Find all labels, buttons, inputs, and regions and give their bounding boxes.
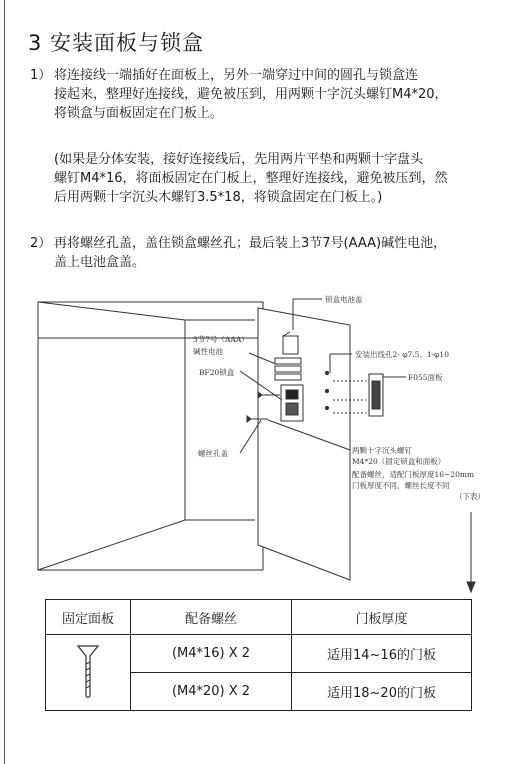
lock-box-battery-slot — [286, 390, 298, 399]
door-thickness-2: 适用18~20的门板 — [292, 673, 472, 711]
screw-spec-2: (M4*20) X 2 — [131, 673, 292, 711]
step-1-line-2: 接起来，整理好连接线，避免被压到，用两颗十字沉头螺钉M4*20， — [54, 87, 448, 102]
step-2-line-2: 盖上电池盒盖。 — [54, 255, 146, 270]
screw-icon — [76, 642, 100, 700]
label-screws-3: 配备螺丝，适配门板厚度16~20mm — [352, 470, 475, 479]
note-line-2: 螺钉M4*16，将面板固定在门板上，整理好连接线，避免被压到，然 — [54, 171, 448, 186]
screw-image-cell — [46, 635, 131, 711]
battery-cover-part — [283, 336, 298, 354]
lock-box-keypad — [286, 403, 298, 415]
arrow-to-table-head — [467, 582, 475, 592]
header-door-thickness: 门板厚度 — [292, 600, 472, 635]
label-battery-cover: 锁盒电池盖 — [325, 295, 363, 304]
step-1-line-3: 将锁盒与面板固定在门板上。 — [54, 106, 224, 121]
note-line-1: (如果是分体安装，接好连接线后，先用两片平垫和两颗十字盘头 — [54, 152, 424, 167]
label-screw-cover: 螺丝孔盖 — [198, 449, 228, 458]
table-header-row — [46, 600, 472, 635]
cabinet-inner-floor-edge — [38, 520, 185, 570]
step-2-number: 2） — [30, 236, 52, 251]
open-door — [258, 308, 350, 580]
screw-table — [45, 599, 472, 711]
label-screws-2: M4*20（固定锁盒和面板） — [352, 457, 446, 466]
door-thickness-1: 适用14~16的门板 — [292, 635, 472, 673]
label-screws-5: （下表） — [455, 492, 485, 501]
battery-2 — [275, 366, 301, 372]
label-battery-2: 碱性电池 — [193, 347, 223, 356]
step-1-line-1: 将连接线一端插好在面板上，另外一端穿过中间的圆孔与锁盒连 — [54, 68, 419, 83]
step-2-line-1: 再将螺丝孔盖，盖住锁盒螺丝孔；最后装上3节7号(AAA)碱性电池， — [54, 236, 447, 251]
header-fixed-panel: 固定面板 — [46, 600, 131, 635]
screw-spec-1: (M4*16) X 2 — [131, 635, 292, 673]
label-battery-1: 3节7号（AAA） — [193, 335, 249, 344]
wire-hole-1 — [325, 371, 328, 374]
label-lock-box: BF20锁盒 — [199, 368, 235, 377]
wire-hole-3 — [325, 406, 328, 409]
label-screws-1: 两颗十字沉头螺钉 — [352, 446, 412, 455]
step-1-number: 1） — [30, 68, 52, 83]
step-2 — [30, 234, 446, 272]
installation-diagram — [0, 280, 518, 610]
label-panel: F055面板 — [408, 373, 443, 382]
screw-head-2 — [247, 416, 251, 422]
section-title: 3 安装面板与锁盒 — [28, 31, 205, 55]
battery-1 — [275, 358, 301, 364]
panel-keypad — [372, 381, 380, 409]
label-wire-hole: 安装出线孔2- φ7.5、1-φ10 — [355, 350, 449, 359]
battery-3 — [275, 374, 301, 380]
note-line-3: 后用两颗十字沉头木螺钉3.5*18，将锁盒固定在门板上。) — [54, 190, 383, 205]
table-row — [46, 635, 472, 673]
wire-hole-2 — [325, 389, 328, 392]
header-screws: 配备螺丝 — [131, 600, 292, 635]
label-screws-4: 门板厚度不同，螺丝长度不同 — [352, 481, 450, 490]
split-install-note — [54, 150, 448, 207]
step-1 — [30, 66, 448, 123]
